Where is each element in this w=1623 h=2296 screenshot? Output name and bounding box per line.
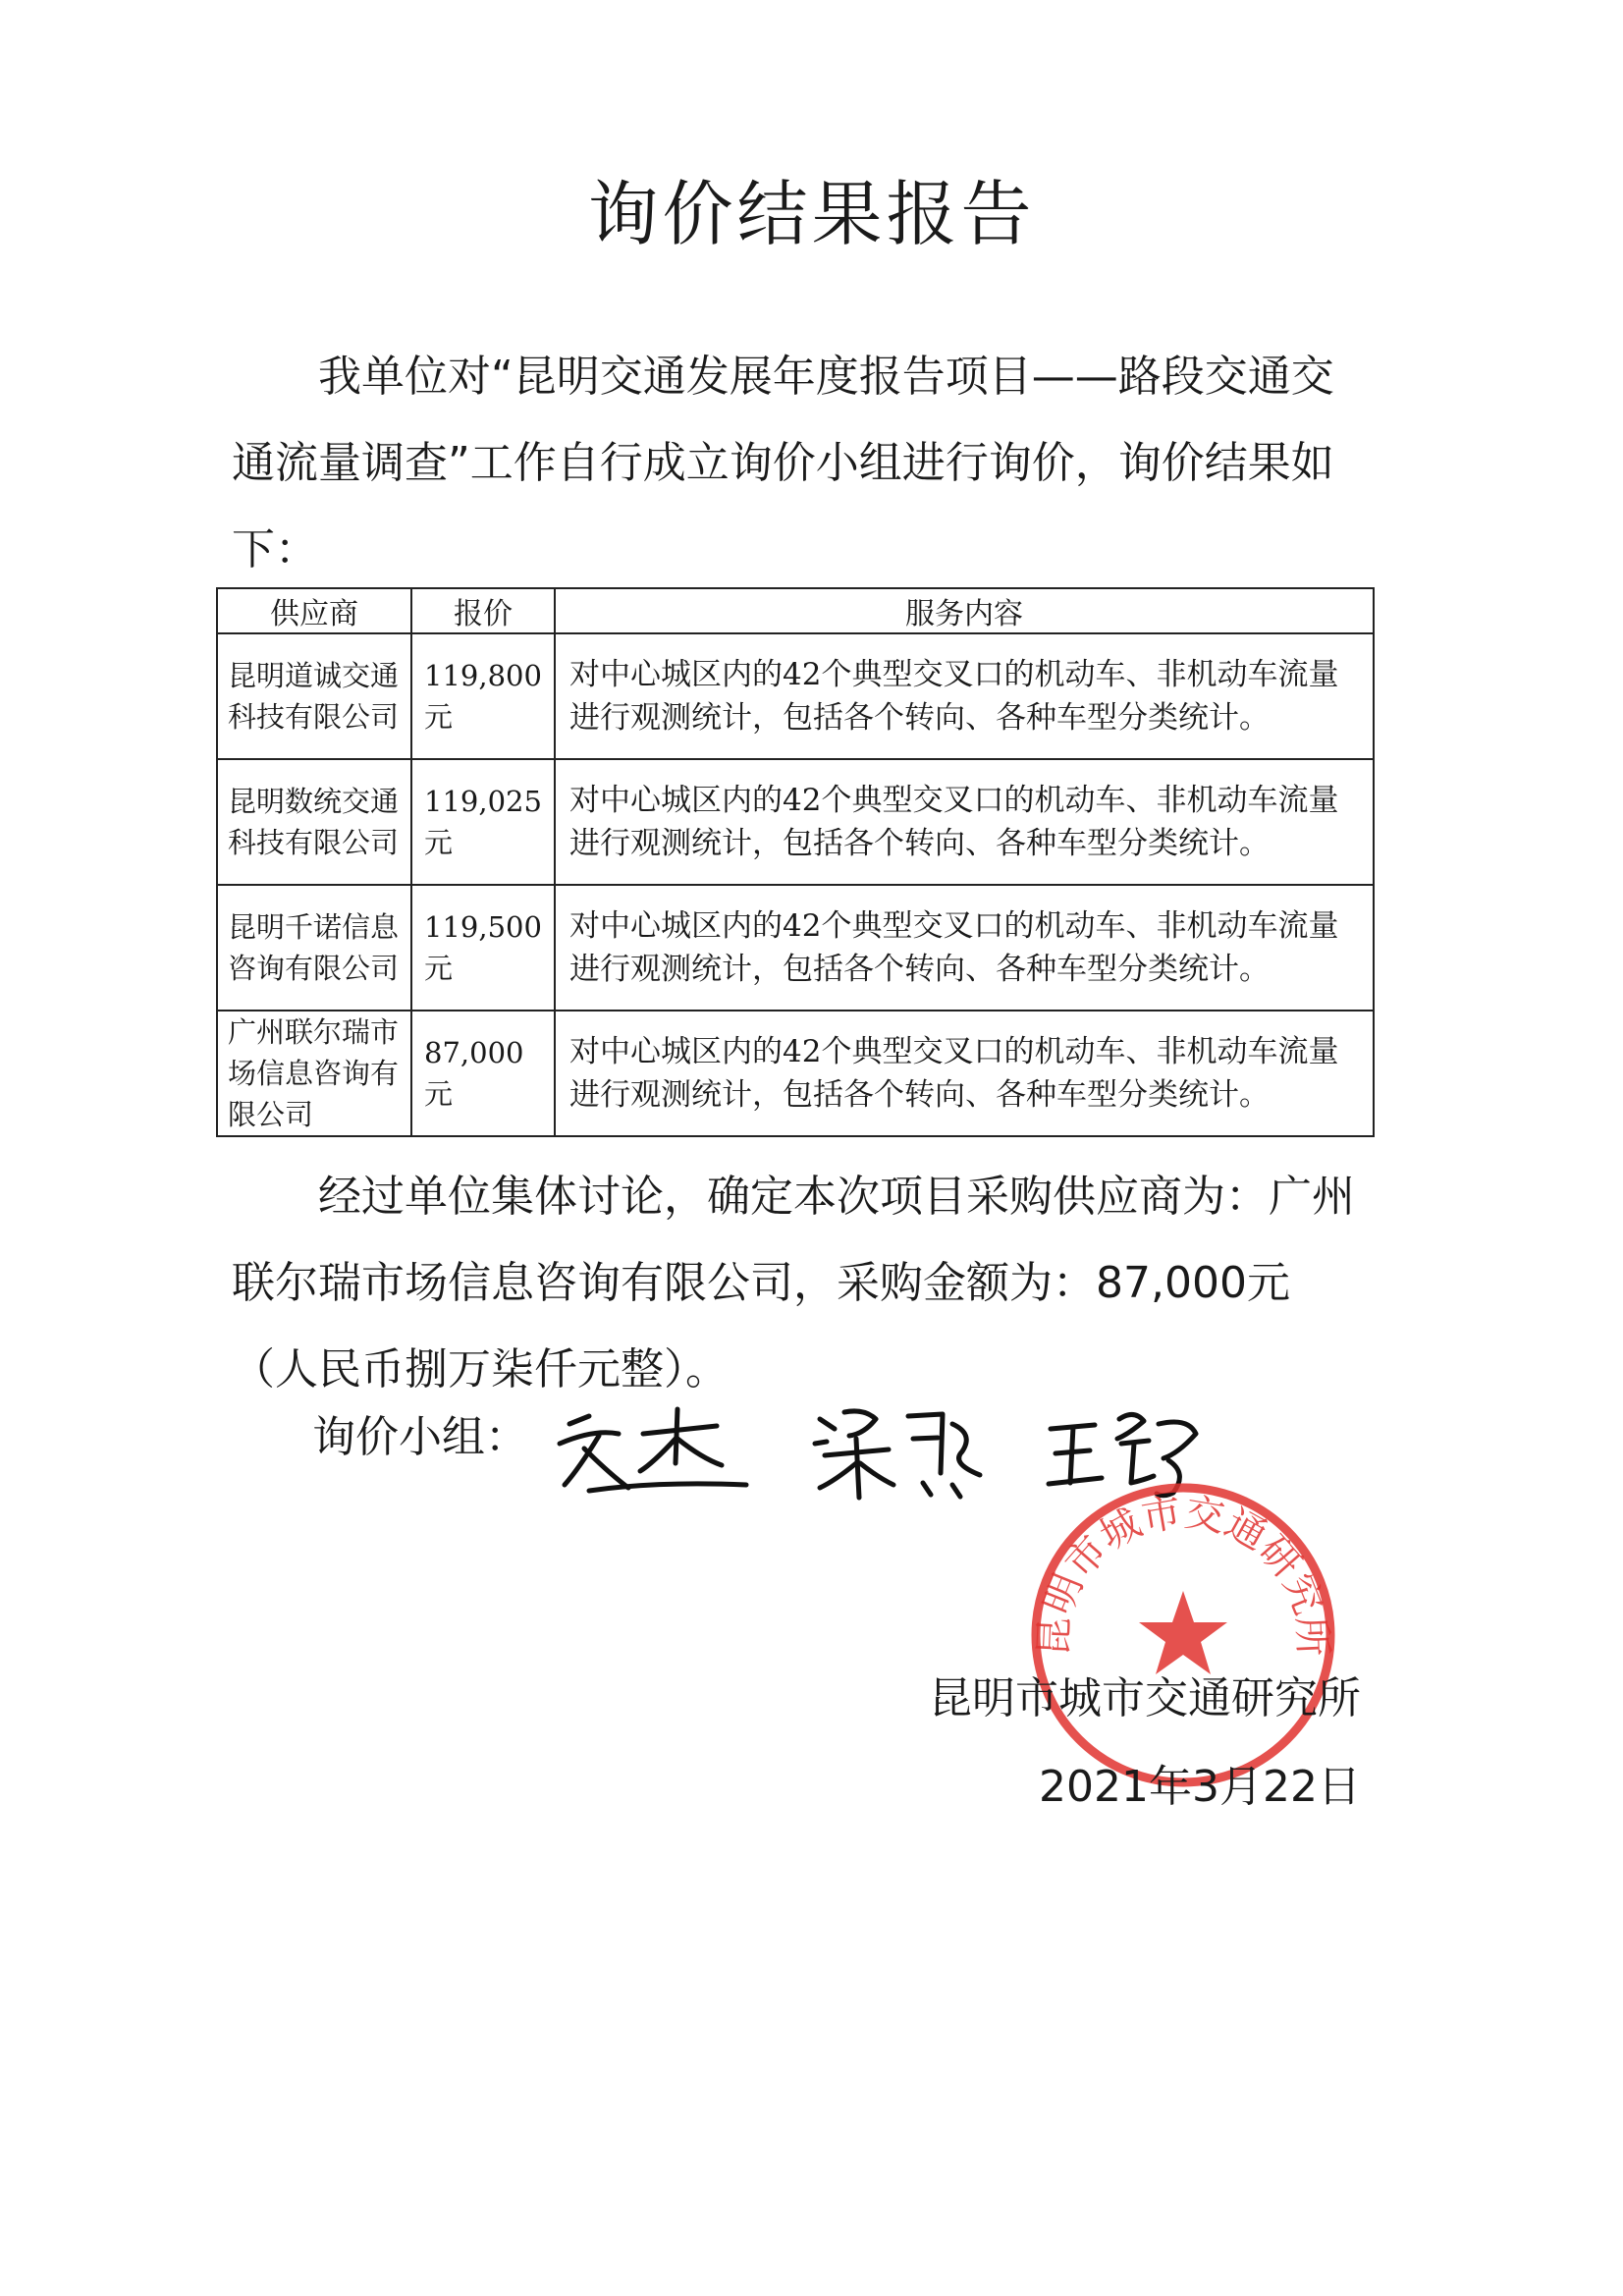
price-cell: 119,025元: [411, 759, 555, 885]
signature-1: [550, 1394, 756, 1503]
conclusion-paragraph: [232, 1154, 1371, 1413]
price-cell: 119,500元: [411, 885, 555, 1011]
supplier-cell: 昆明千诺信息咨询有限公司: [217, 885, 411, 1011]
signature-2: [805, 1394, 992, 1503]
quotes-table: [216, 587, 1375, 1137]
document-title: 询价结果报告: [587, 173, 1036, 255]
header-price: 报价: [411, 588, 555, 633]
price-cell: 87,000元: [411, 1011, 555, 1136]
supplier-cell: 昆明道诚交通科技有限公司: [217, 633, 411, 759]
intro-paragraph: [232, 334, 1371, 593]
table-row: [217, 1011, 1374, 1136]
official-seal-icon: [1021, 1473, 1345, 1797]
supplier-cell: 广州联尔瑞市场信息咨询有限公司: [217, 1011, 411, 1136]
document-date: 2021年3月22日: [1039, 1762, 1361, 1812]
header-service: 服务内容: [555, 588, 1374, 633]
supplier-cell: 昆明数统交通科技有限公司: [217, 759, 411, 885]
table-row: [217, 885, 1374, 1011]
service-cell: 对中心城区内的42个典型交叉口的机动车、非机动车流量进行观测统计，包括各个转向、各种车型分类统计。: [555, 633, 1374, 759]
inquiry-panel-label: 询价小组：: [312, 1412, 528, 1462]
table-header-row: [217, 588, 1374, 633]
service-cell: 对中心城区内的42个典型交叉口的机动车、非机动车流量进行观测统计，包括各个转向、各种车型分类统计。: [555, 1011, 1374, 1136]
header-supplier: 供应商: [217, 588, 411, 633]
organization-name: 昆明市城市交通研究所: [929, 1673, 1361, 1723]
service-cell: 对中心城区内的42个典型交叉口的机动车、非机动车流量进行观测统计，包括各个转向、各种车型分类统计。: [555, 759, 1374, 885]
service-cell: 对中心城区内的42个典型交叉口的机动车、非机动车流量进行观测统计，包括各个转向、各种车型分类统计。: [555, 885, 1374, 1011]
intro-text: 我单位对“昆明交通发展年度报告项目——路段交通交通流量调查”工作自行成立询价小组进行询价，询价结果如下：: [232, 352, 1334, 574]
svg-text:昆明市城市交通研究所: 昆明市城市交通研究所: [1031, 1490, 1335, 1658]
table-row: [217, 759, 1374, 885]
table-row: [217, 633, 1374, 759]
conclusion-text: 经过单位集体讨论，确定本次项目采购供应商为：广州联尔瑞市场信息咨询有限公司，采购金额为：87,000元（人民币捌万柒仟元整）。: [232, 1172, 1355, 1394]
price-cell: 119,800元: [411, 633, 555, 759]
